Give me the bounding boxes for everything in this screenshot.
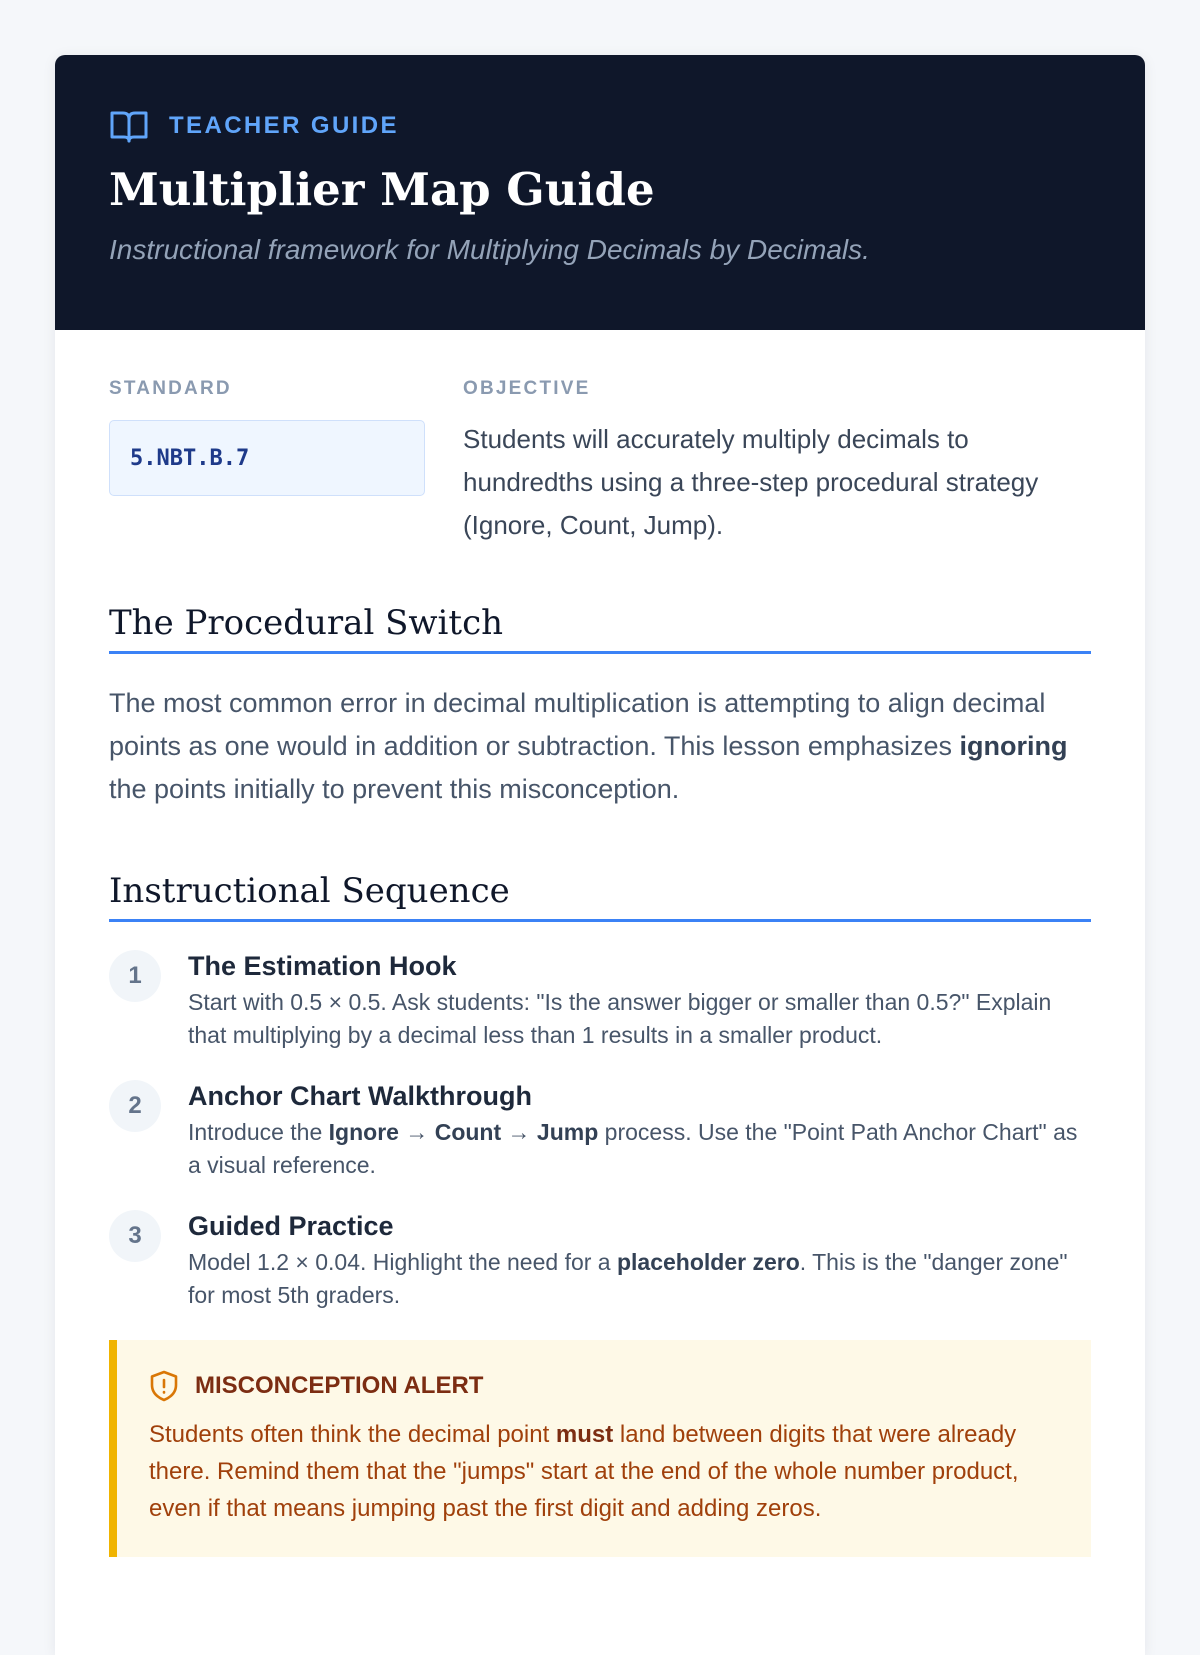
step-number: 1 (109, 950, 161, 1002)
standard-label: STANDARD (109, 378, 232, 399)
open-book-icon (109, 108, 149, 144)
page-subtitle: Instructional framework for Multiplying Decimals by Decimals. (109, 234, 870, 265)
step-description: Start with 0.5 × 0.5. Ask students: "Is the answer bigger or smaller than 0.5?" Explain that multiplying by a decimal less than 1 results in a smaller product. (188, 989, 1052, 1048)
emphasis-count: Count (434, 1119, 502, 1145)
meta-row (109, 378, 1091, 547)
arrow-glyph: → (398, 1119, 435, 1145)
emphasis-ignore: Ignore (328, 1119, 399, 1145)
emphasis-must: must (555, 1421, 614, 1448)
guide-card (55, 55, 1145, 1655)
alert-header (149, 1370, 1059, 1402)
emphasis-placeholder-zero: placeholder zero (616, 1249, 800, 1275)
standard-block (109, 378, 463, 547)
guide-header (55, 55, 1145, 330)
alert-text (149, 1416, 1059, 1527)
arrow-glyph: → (501, 1119, 537, 1145)
emphasis-jump: Jump (536, 1119, 599, 1145)
text-part: . This is the "danger zone" for most 5th graders. (188, 1249, 1068, 1308)
step-number: 2 (109, 1080, 161, 1132)
objective-block (463, 378, 1091, 547)
step-content (188, 1080, 1091, 1182)
alert-title: MISCONCEPTION ALERT (195, 1372, 484, 1399)
guide-body (55, 330, 1145, 1557)
page-title: Multiplier Map Guide (109, 163, 655, 216)
text-part: land between digits that were already there. Remind them that the "jumps" start at the end of the whole number product, even if that means jumping past the first digit and adding zeros. (149, 1421, 1019, 1522)
step-content (188, 950, 1091, 1052)
misconception-alert (109, 1340, 1091, 1557)
step-item (109, 1210, 1091, 1312)
step-description (188, 1246, 1091, 1312)
step-number: 3 (109, 1210, 161, 1262)
text-part: process. Use the "Point Path Anchor Chart" as a visual reference. (188, 1119, 1078, 1178)
step-item (109, 1080, 1091, 1182)
procedural-switch-text (109, 682, 1091, 811)
text-part: Model 1.2 × 0.04. Highlight the need for a (188, 1249, 617, 1275)
section-heading-procedural-switch: The Procedural Switch (109, 603, 1091, 654)
step-title: Anchor Chart Walkthrough (188, 1081, 532, 1111)
eyebrow (109, 110, 1091, 142)
step-title: The Estimation Hook (188, 951, 457, 981)
step-title: Guided Practice (188, 1211, 394, 1241)
objective-text: Students will accurately multiply decimals to hundredths using a three-step procedural strategy (Ignore, Count, Jump). (463, 424, 1039, 540)
text-part: the points initially to prevent this misconception. (109, 774, 680, 804)
step-item (109, 950, 1091, 1052)
text-part: Introduce the (188, 1119, 329, 1145)
emphasis-ignoring: ignoring (959, 731, 1068, 761)
text-part: Students often think the decimal point (149, 1421, 556, 1448)
step-description (188, 1116, 1091, 1182)
objective-label: OBJECTIVE (463, 378, 591, 399)
text-part: The most common error in decimal multiplication is attempting to align decimal points as one would in addition or subtraction. This lesson emphasizes (109, 688, 1046, 761)
standard-code: 5.NBT.B.7 (109, 420, 425, 496)
step-list (109, 950, 1091, 1312)
shield-alert-icon (149, 1370, 179, 1402)
section-heading-instructional-sequence: Instructional Sequence (109, 871, 1091, 922)
eyebrow-label: TEACHER GUIDE (169, 112, 399, 139)
step-content (188, 1210, 1091, 1312)
